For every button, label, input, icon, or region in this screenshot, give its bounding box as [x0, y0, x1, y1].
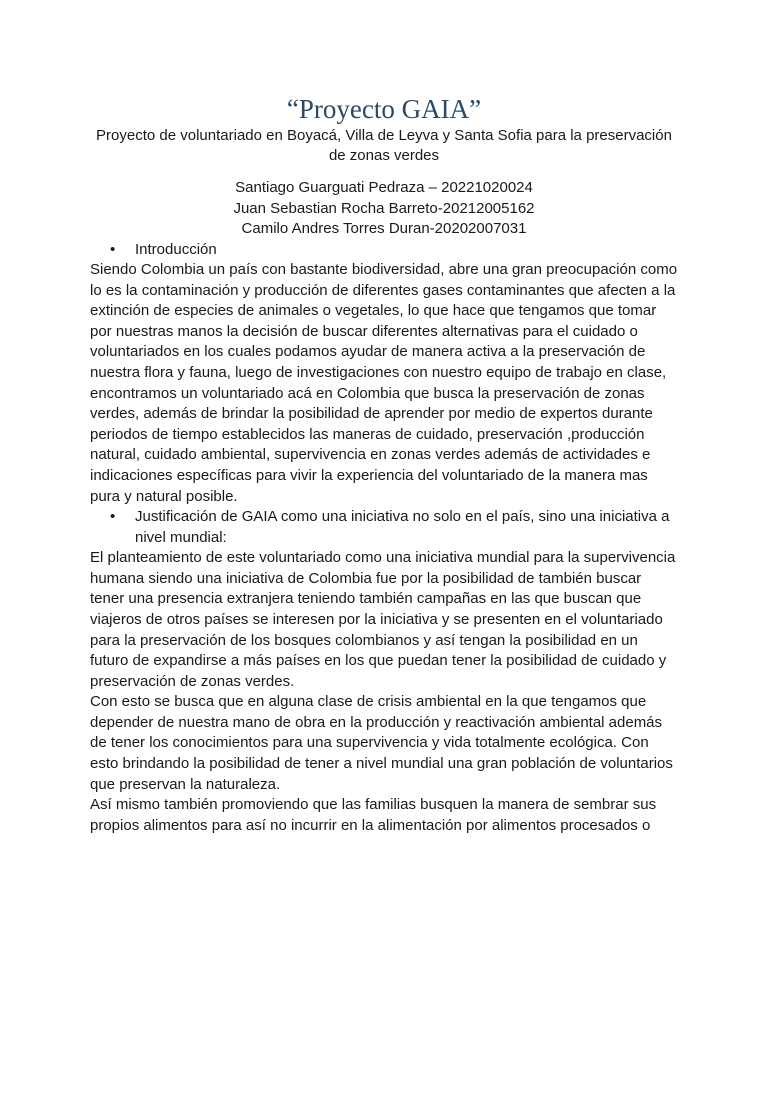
- bullet-text: Introducción: [135, 240, 217, 258]
- body-paragraph: Con esto se busca que en alguna clase de crisis ambiental en la que tengamos que depender de nuestra mano de obra en la producción y reactivación ambiental además de tener los conocimientos para una supervivencia y vida totalmente ecológica. Con esto brindando la posibilidad de tener a nivel mundial una gran población de voluntarios que preservan la naturaleza.: [90, 693, 673, 793]
- bullet-item-justificacion: [110, 507, 678, 548]
- body-paragraph: Siendo Colombia un país con bastante biodiversidad, abre una gran preocupación como lo es la contaminación y producción de diferentes gases contaminantes que afecten a la extinción de especies de animales o vegetales, lo que hace que tengamos que tomar por nuestras manos la decisión de buscar diferentes alternativas para el cuidado o voluntariados en los cuales podamos ayudar de manera activa a la preservación de nuestra flora y fauna, luego de investigaciones con nuestro equipo de trabajo en clase, encontramos un voluntariado acá en Colombia que busca la preservación de zonas verdes, además de brindar la posibilidad de aprender por medio de expertos durante periodos de tiempo establecidos las maneras de cuidado, preservación ,producción natural, cuidado ambiental, supervivencia en zonas verdes además de actividades e indicaciones específicas para vivir la experiencia del voluntariado de la manera mas pura y natural posible.: [90, 261, 678, 505]
- bullet-text: Justificación de GAIA como una iniciativa no solo en el país, sino una iniciativa a nivel mundial:: [135, 508, 670, 546]
- body-paragraph: Así mismo también promoviendo que las familias busquen la manera de sembrar sus propios alimentos para así no incurrir en la alimentación por alimentos procesados o: [90, 796, 657, 834]
- body-paragraph: El planteamiento de este voluntariado como una iniciativa mundial para la supervivencia humana siendo una iniciativa de Colombia fue por la posibilidad de también buscar tener una presencia extranjera teniendo también campañas en las que buscan que viajeros de otros países se interesen por la iniciativa y se presenten en el voluntariado para la preservación de los bosques colombianos y así tengan la posibilidad en un futuro de expandirse a más países en los que puedan tener la posibilidad de cuidado y preservación de zonas verdes.: [90, 549, 676, 690]
- bullet-icon: •: [110, 508, 116, 526]
- section-bullet-list: [90, 240, 678, 261]
- bullet-item-introduccion: [110, 240, 678, 261]
- document-page: [0, 94, 768, 1118]
- author-line: Juan Sebastian Rocha Barreto-20212005162: [233, 199, 535, 217]
- bullet-icon: •: [110, 240, 116, 258]
- author-line: Santiago Guarguati Pedraza – 20221020024: [235, 179, 533, 196]
- author-list: [90, 178, 678, 240]
- section-bullet-list: [90, 507, 678, 548]
- author-line: Camilo Andres Torres Duran-20202007031: [241, 220, 527, 237]
- document-subtitle: Proyecto de voluntariado en Boyacá, Villa de Leyva y Santa Sofia para la preservación de zonas verdes: [96, 127, 672, 164]
- document-title: “Proyecto GAIA”: [286, 94, 482, 124]
